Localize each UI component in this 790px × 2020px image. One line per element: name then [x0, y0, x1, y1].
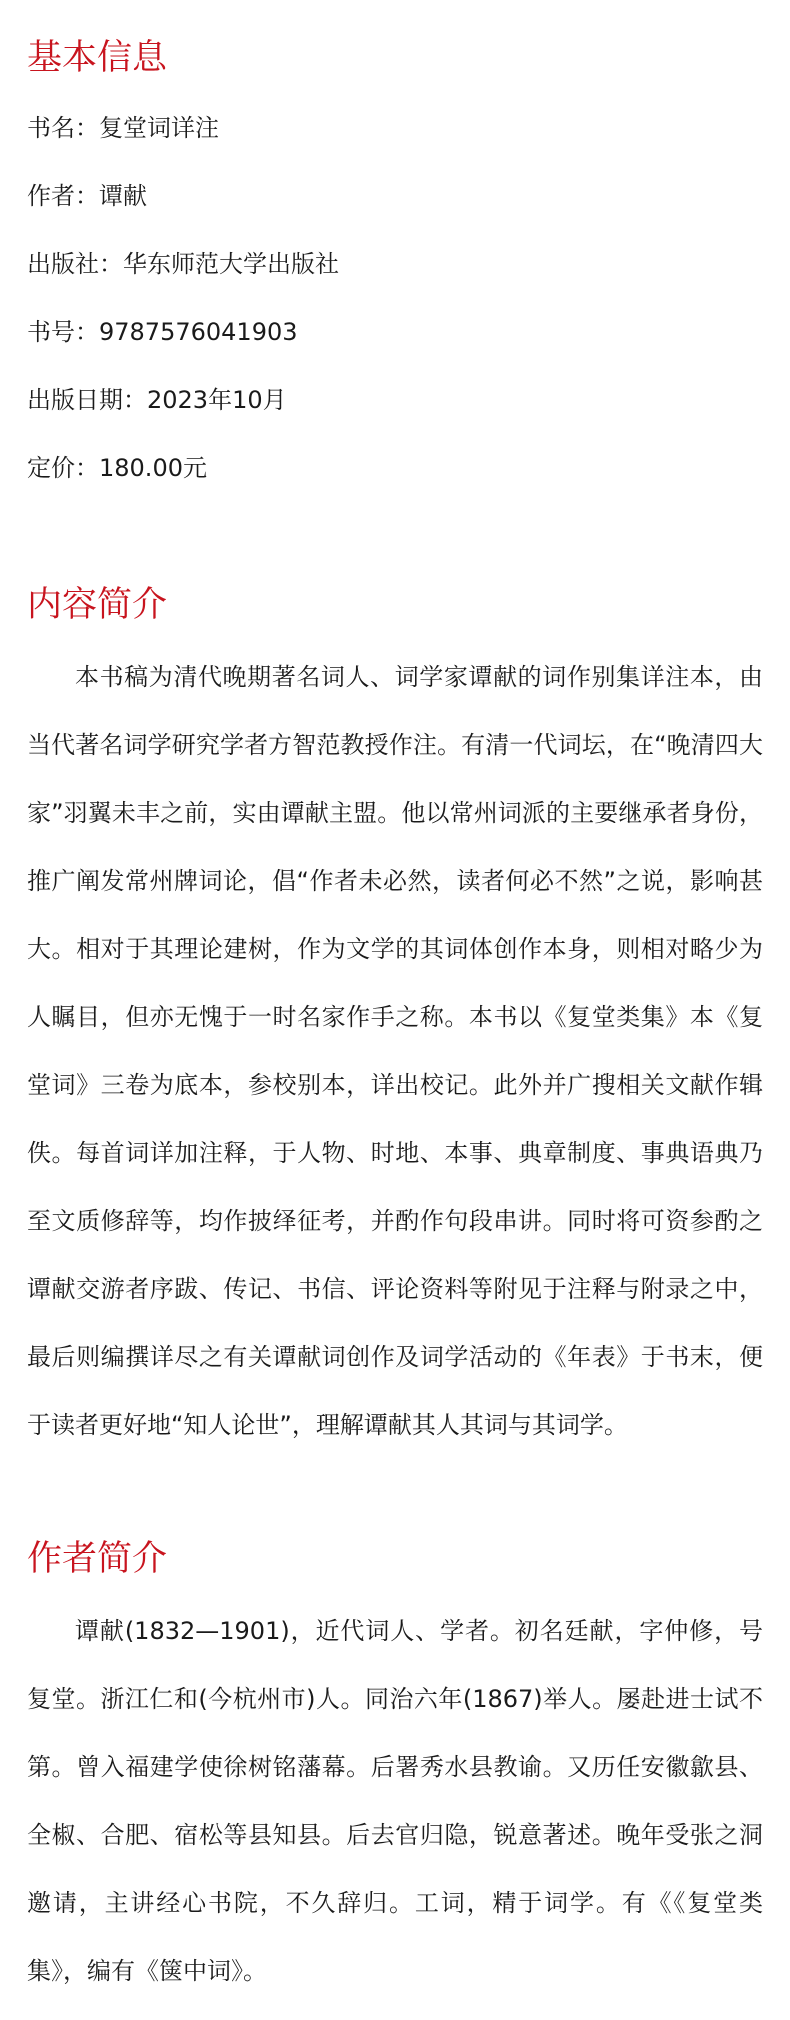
info-row-price: [27, 453, 207, 483]
info-value: 180.00元: [99, 454, 207, 482]
summary-paragraph: 本书稿为清代晚期著名词人、词学家谭献的词作别集详注本，由当代著名词学研究学者方智范教授作注。有清一代词坛，在“晚清四大家”羽翼未丰之前，实由谭献主盟。他以常州词派的主要继承者身份，推广阐发常州牌词论，倡“作者未必然，读者何必不然”之说，影响甚大。相对于其理论建树，作为文学的其词体创作本身，则相对略少为人瞩目，但亦无愧于一时名家作手之称。本书以《复堂类集》本《复堂词》三卷为底本，参校别本，详出校记。此外并广搜相关文献作辑佚。每首词详加注释，于人物、时地、本事、典章制度、事典语典乃至文质修辞等，均作披绎征考，并酌作句段串讲。同时将可资参酌之谭献交游者序跋、传记、书信、评论资料等附见于注释与附录之中，最后则编撰详尽之有关谭献词创作及词学活动的《年表》于书末，便于读者更好地“知人论世”，理解谭献其人其词与其词学。: [27, 663, 763, 1439]
info-label: 定价：: [27, 454, 99, 482]
info-label: 出版日期：: [27, 386, 147, 414]
info-value: 9787576041903: [99, 318, 298, 346]
info-label: 出版社：: [27, 250, 123, 278]
info-row-title: [27, 113, 219, 143]
info-row-isbn: [27, 317, 298, 347]
info-value: 复堂词详注: [99, 114, 219, 142]
summary-heading: 内容简介: [27, 585, 168, 625]
info-value: 2023年10月: [147, 386, 287, 414]
info-label: 书号：: [27, 318, 99, 346]
info-row-publish-date: [27, 385, 287, 415]
info-row-publisher: [27, 249, 339, 279]
author-paragraph: 谭献(1832—1901)，近代词人、学者。初名廷献，字仲修，号复堂。浙江仁和(今杭州市)人。同治六年(1867)举人。屡赴进士试不第。曾入福建学使徐树铭藩幕。后署秀水县教谕。又历任安徽歙县、全椒、合肥、宿松等县知县。后去官归隐，锐意著述。晚年受张之洞邀请，主讲经心书院，不久辞归。工词，精于词学。有《《复堂类集》，编有《箧中词》。: [27, 1617, 763, 1985]
info-label: 作者：: [27, 182, 99, 210]
info-value: 华东师范大学出版社: [123, 250, 339, 278]
info-value: 谭献: [99, 182, 147, 210]
author-heading: 作者简介: [27, 1539, 168, 1579]
info-row-author: [27, 181, 147, 211]
basic-info-heading: 基本信息: [27, 38, 168, 78]
info-label: 书名：: [27, 114, 99, 142]
